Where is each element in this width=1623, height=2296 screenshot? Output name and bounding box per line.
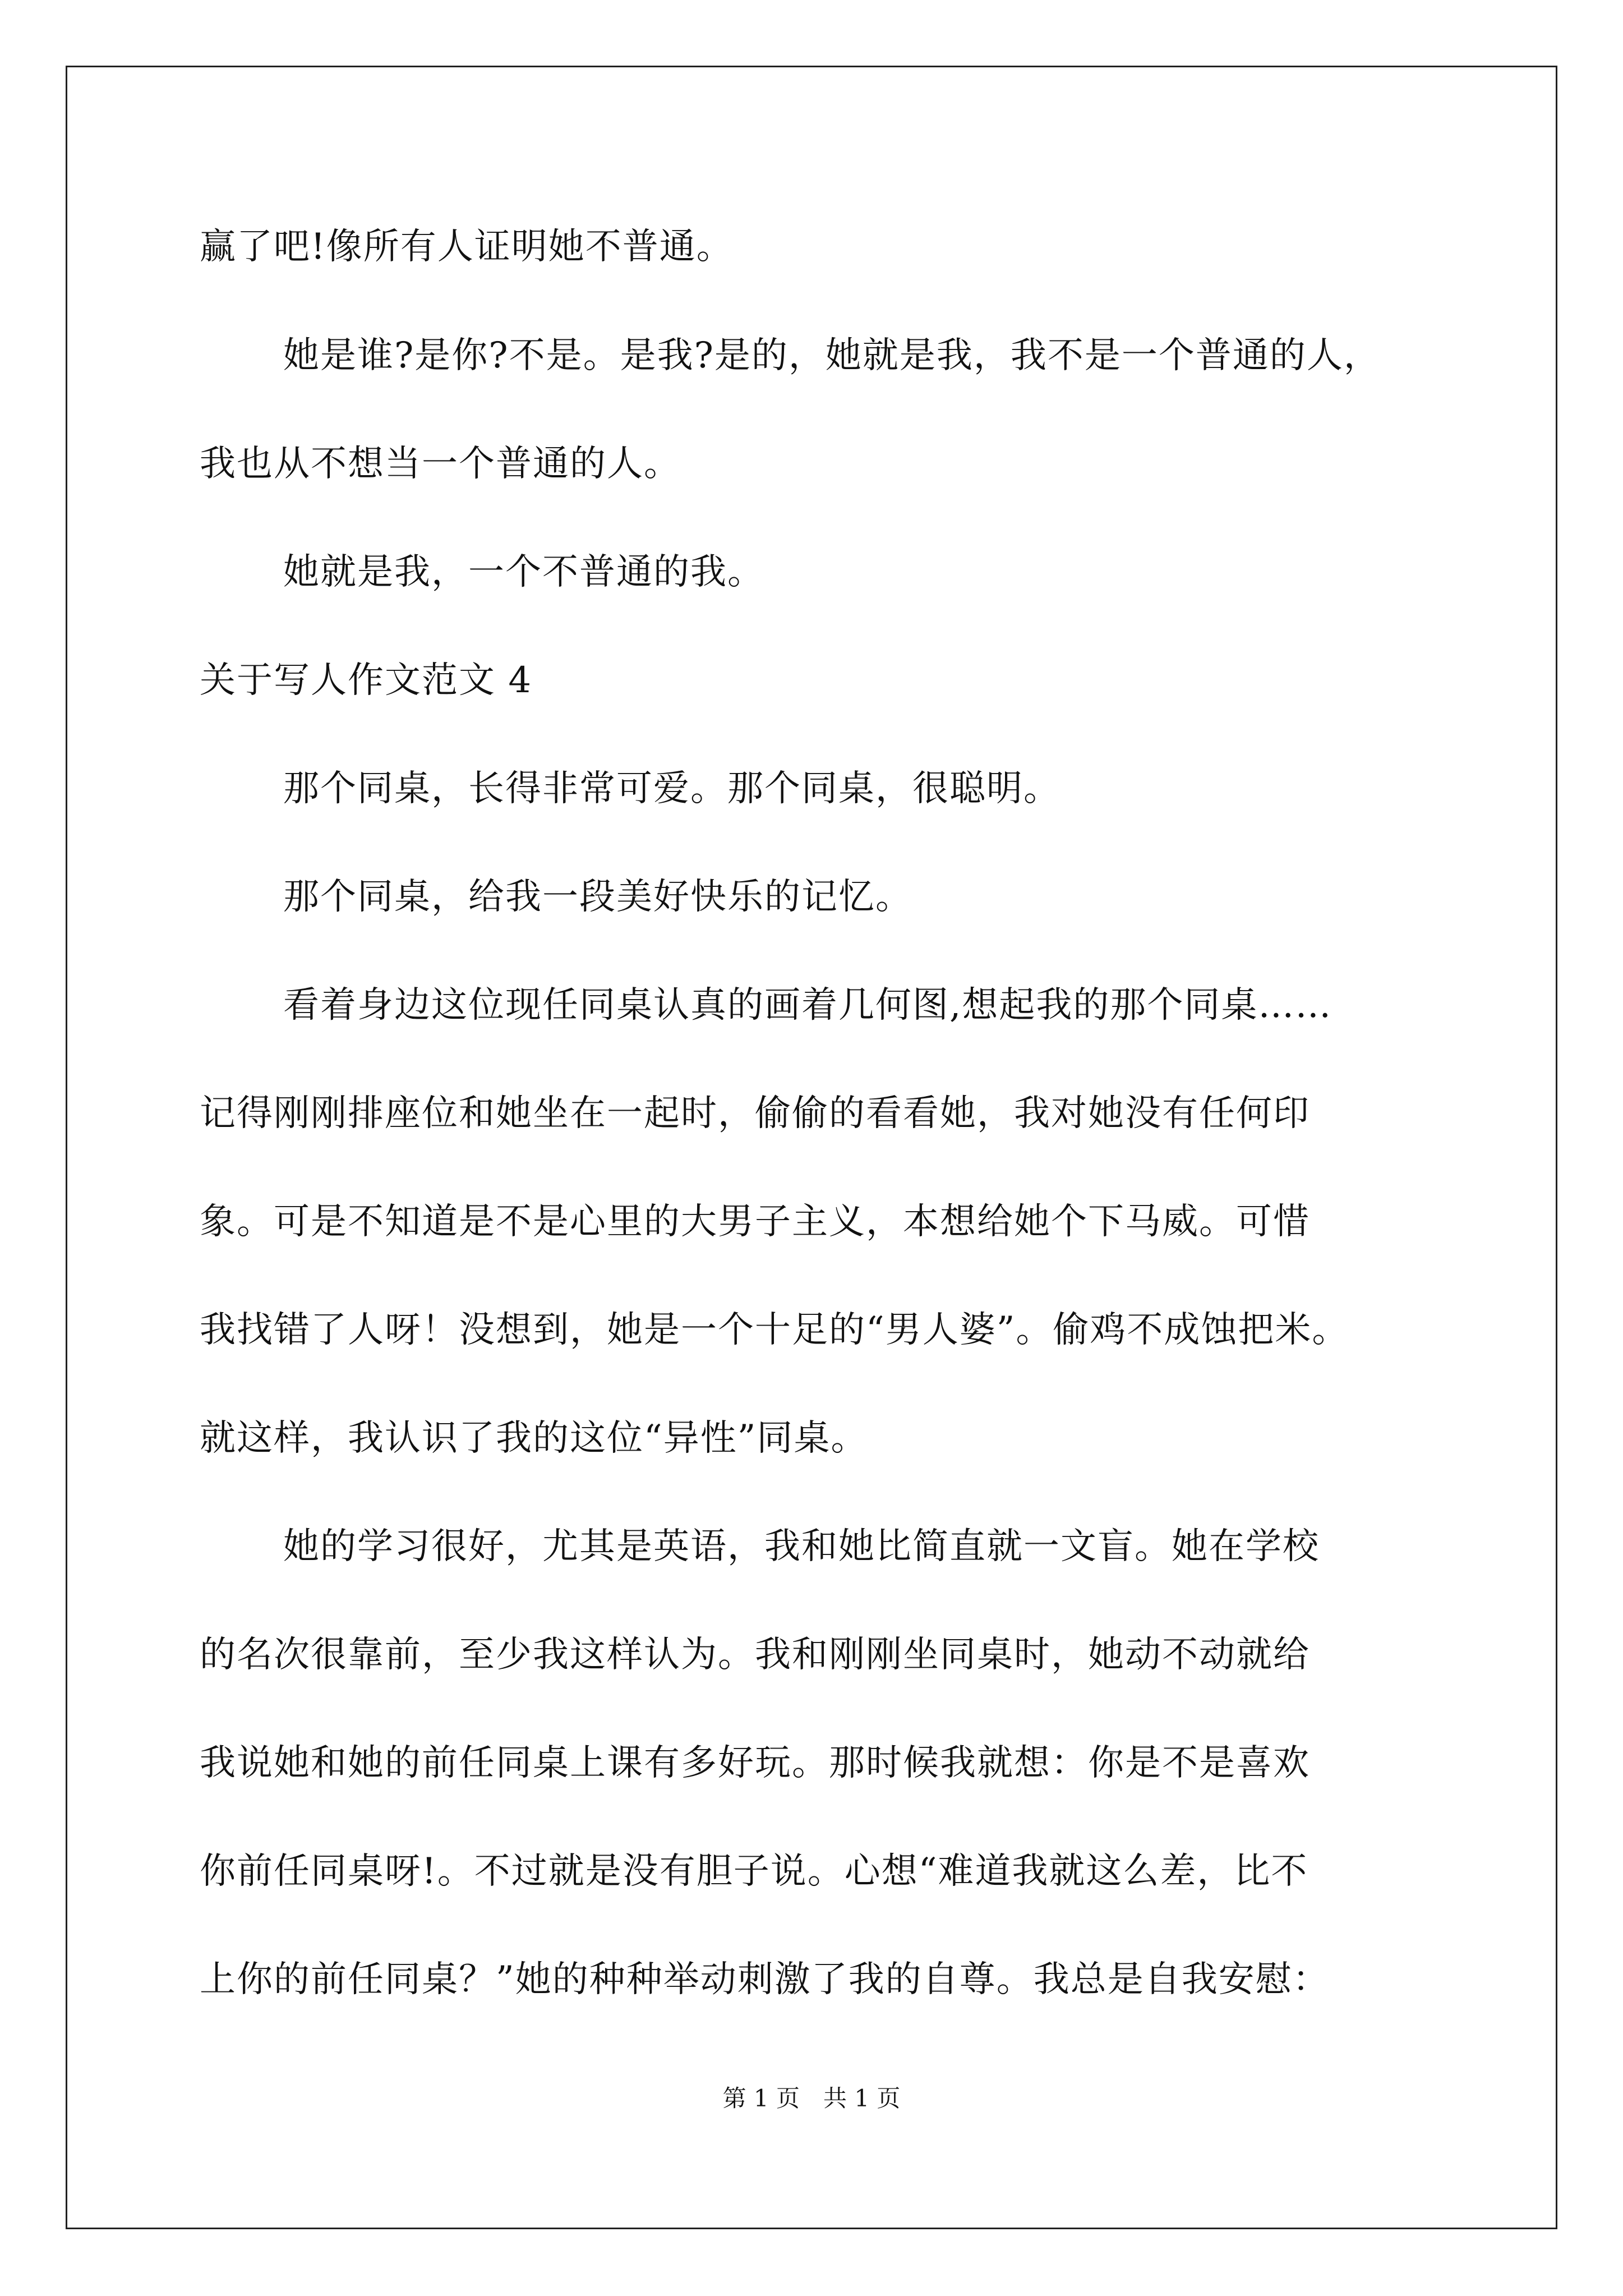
page-border — [66, 66, 1557, 2229]
text-line: 象。可是不知道是不是心里的大男子主义，本想给她个下马威。可惜 — [200, 1201, 1310, 1243]
text-line: 我也从不想当一个普通的人。 — [200, 443, 681, 485]
text-line: 她就是我，一个不普通的我。 — [283, 551, 764, 593]
text-line: 记得刚刚排座位和她坐在一起时，偷偷的看看她，我对她没有任何印 — [200, 1093, 1310, 1134]
text-line: 的名次很靠前，至少我这样认为。我和刚刚坐同桌时，她动不动就给 — [200, 1634, 1310, 1676]
text-line: 我找错了人呀！没想到，她是一个十足的“男人婆”。偷鸡不成蚀把米。 — [200, 1309, 1349, 1351]
text-line: 看着身边这位现任同桌认真的画着几何图,想起我的那个同桌…… — [283, 984, 1332, 1026]
text-line: 你前任同桌呀!。不过就是没有胆子说。心想“难道我就这么差，比不 — [200, 1851, 1308, 1892]
text-line: 我说她和她的前任同桌上课有多好玩。那时候我就想：你是不是喜欢 — [200, 1742, 1310, 1784]
page-footer: 第 1 页 共 1 页 — [722, 2085, 901, 2112]
text-line: 赢了吧!像所有人证明她不普通。 — [200, 226, 734, 268]
text-line: 那个同桌，给我一段美好快乐的记忆。 — [283, 876, 912, 918]
text-line: 她是谁?是你?不是。是我?是的，她就是我，我不是一个普通的人， — [283, 335, 1381, 376]
text-line: 那个同桌，长得非常可爱。那个同桌，很聪明。 — [283, 768, 1061, 809]
section-heading: 关于写人作文范文 4 — [200, 660, 533, 701]
text-line: 上你的前任同桌？”她的种种举动刺激了我的自尊。我总是自我安慰： — [200, 1959, 1330, 2000]
text-line: 她的学习很好，尤其是英语，我和她比简直就一文盲。她在学校 — [283, 1526, 1320, 1567]
text-line: 就这样，我认识了我的这位“异性”同桌。 — [200, 1418, 868, 1459]
